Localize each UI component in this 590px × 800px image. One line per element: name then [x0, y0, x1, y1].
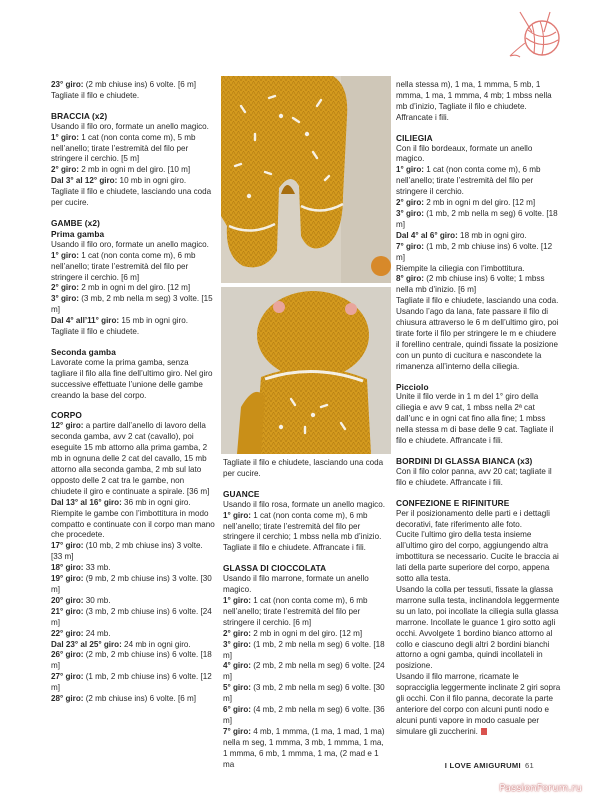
round-label: 20° giro: — [51, 595, 84, 605]
instruction-text: (9 mb, 2 mb chiuse ins) 3 volte. [30 m] — [51, 574, 212, 594]
round-label: 17° giro: — [51, 541, 84, 551]
instruction-text: (10 mb, 2 mb chiuse ins) 3 volte. [33 m] — [51, 541, 203, 562]
amigurumi-legs-photo — [221, 76, 391, 283]
instruction-text: Usando il filo marrone, formate un anello magico. — [223, 574, 369, 595]
instruction-text: 2 mb in ogni m del giro. [12 m] — [250, 628, 363, 638]
instruction-text: (2 mb, 2 mb chiuse ins) 6 volte. [18 m] — [51, 650, 212, 671]
instruction-text: 2 mb in ogni m del giro. [12 m] — [423, 198, 536, 208]
instruction-text: 2 mb in ogni m del giro. [12 m] — [78, 283, 191, 293]
round-label: 7° giro: — [223, 726, 251, 736]
magazine-name: I LOVE AMIGURUMI — [444, 761, 521, 770]
instruction-text: (2 mb chiuse ins) 6 volte; 1 mbss nella mb d’inizio. [6 m] — [396, 274, 545, 295]
paragraph-gap — [396, 489, 561, 498]
article-end-mark-icon — [481, 728, 487, 735]
instruction-paragraph — [223, 727, 388, 771]
watermark: PassionForum.ru — [499, 783, 582, 794]
instruction-text: (2 mb chiuse ins) 6 volte. [6 m] — [83, 80, 196, 89]
instruction-paragraph — [396, 242, 561, 264]
round-label: 2° giro: — [223, 628, 251, 638]
instruction-paragraph — [51, 672, 216, 694]
instruction-text: Usando il filo rosa, formate un anello magico. — [223, 499, 385, 509]
instruction-text: (1 mb, 2 mb nella m seg) 6 volte. [18 m] — [223, 639, 385, 660]
instruction-paragraph — [396, 264, 561, 275]
section-heading: GAMBE (x2) — [51, 217, 100, 228]
instruction-text: Usando il filo oro, formate un anello magico. — [51, 239, 209, 249]
round-label: 3° giro: — [51, 294, 79, 304]
yarn-ball-logo-icon — [506, 10, 564, 62]
amigurumi-head-photo — [221, 287, 391, 454]
instruction-text: (3 mb, 2 mb nella m seg) 6 volte. [30 m] — [223, 683, 385, 704]
paragraph-gap — [51, 209, 216, 218]
round-label: 7° giro: — [396, 241, 424, 251]
instruction-paragraph — [51, 358, 216, 402]
instruction-paragraph — [396, 392, 561, 447]
instruction-text: (1 mb, 2 mb chiuse ins) 6 volte. [12 m] — [396, 241, 553, 262]
page-number: 61 — [524, 761, 534, 770]
instruction-text: 30 mb. — [83, 595, 111, 605]
paragraph-gap — [51, 338, 216, 347]
instruction-text: (1 mb, 2 mb nella m seg) 6 volte. [18 m] — [396, 208, 558, 229]
instruction-paragraph — [51, 80, 216, 91]
instruction-paragraph — [396, 165, 561, 198]
instruction-paragraph — [51, 607, 216, 629]
instruction-paragraph — [396, 80, 561, 124]
instruction-paragraph — [51, 541, 216, 563]
instruction-text: 10 mb in ogni giro. — [117, 176, 187, 186]
round-label: 3° giro: — [396, 208, 424, 218]
section-heading: BORDINI DI GLASSA BIANCA (x3) — [396, 456, 533, 466]
round-label: 1° giro: — [396, 165, 424, 175]
instruction-paragraph — [396, 672, 561, 737]
instruction-paragraph — [396, 509, 561, 531]
round-label: 18° giro: — [51, 563, 84, 573]
instruction-paragraph — [396, 274, 561, 296]
instruction-paragraph — [396, 530, 561, 585]
instruction-text: (2 mb, 2 mb nella m seg) 6 volte. [24 m] — [223, 661, 385, 682]
instruction-paragraph — [51, 240, 216, 251]
section-heading: CILIEGIA — [396, 132, 433, 143]
instruction-text: Cucite l’ultimo giro della testa insieme all’ultimo giro del corpo, aggiungendo altra imbottitura se necessario. Cucite le braccia ai lati della parte superiore del corpo, appena sotto alla testa. — [396, 530, 559, 584]
instruction-text: Con il filo color panna, avv 20 cat; tagliate il filo e chiudete. Affrancate i fili. — [396, 466, 552, 487]
round-label: 22° giro: — [51, 628, 84, 638]
instruction-paragraph — [51, 294, 216, 316]
instruction-text: Per il posizionamento delle parti e i dettagli decorativi, fate riferimento alle foto. — [396, 508, 550, 529]
round-label: 21° giro: — [51, 606, 84, 616]
round-label: 12° giro: — [51, 421, 84, 431]
round-label: 8° giro: — [396, 274, 424, 284]
instruction-paragraph — [223, 661, 388, 683]
instruction-paragraph — [223, 683, 388, 705]
section-heading: CONFEZIONE E RIFINITURE — [396, 497, 510, 508]
instruction-paragraph — [223, 511, 388, 555]
instruction-paragraph — [223, 705, 388, 727]
instruction-paragraph — [51, 629, 216, 640]
instruction-paragraph — [51, 122, 216, 133]
instruction-text: Usando il filo oro, formate un anello magico. — [51, 121, 209, 131]
instruction-paragraph — [51, 327, 216, 338]
instruction-text: 33 mb. — [83, 563, 111, 573]
instructions-column-1 — [51, 80, 216, 705]
round-label: Dal 3° al 12° giro: — [51, 176, 118, 186]
instruction-paragraph — [223, 458, 388, 480]
instruction-paragraph — [51, 574, 216, 596]
section-heading: BRACCIA (x2) — [51, 110, 108, 121]
instruction-paragraph — [396, 144, 561, 166]
instruction-paragraph — [51, 176, 216, 187]
instruction-text: 1 cat (non conta come m), 5 mb nell’anello; tirate l’estremità del filo per stringere il cerchio. [5 m] — [51, 132, 196, 164]
instruction-paragraph — [51, 133, 216, 166]
section-heading: GUANCE — [223, 488, 260, 499]
round-label: 1° giro: — [223, 595, 251, 605]
instruction-text: Riempite la ciliegia con l’imbottitura. — [396, 263, 525, 273]
instruction-paragraph — [51, 596, 216, 607]
instruction-paragraph — [396, 467, 561, 489]
instruction-paragraph — [396, 231, 561, 242]
instruction-paragraph — [223, 596, 388, 629]
round-label: 2° giro: — [51, 283, 79, 293]
round-label: 3° giro: — [223, 639, 251, 649]
round-label: 5° giro: — [223, 683, 251, 693]
instruction-paragraph — [51, 650, 216, 672]
instruction-paragraph — [51, 187, 216, 209]
page-footer — [445, 761, 534, 770]
instruction-text: (3 mb, 2 mb chiuse ins) 6 volte. [24 m] — [51, 606, 212, 627]
round-label: 23° giro: — [51, 80, 84, 89]
round-label: 4° giro: — [223, 661, 251, 671]
instruction-paragraph — [223, 640, 388, 662]
paragraph-gap — [223, 554, 388, 563]
instruction-paragraph — [51, 563, 216, 574]
instruction-text: Tagliate il filo e chiudete, lasciando una coda per cucire. — [51, 187, 212, 208]
instruction-text: (3 mb, 2 mb nella m seg) 3 volte. [15 m] — [51, 294, 213, 315]
round-label: 28° giro: — [51, 694, 84, 704]
paragraph-gap — [396, 124, 561, 133]
round-label: 2° giro: — [396, 198, 424, 208]
instruction-paragraph — [396, 198, 561, 209]
instruction-paragraph — [223, 574, 388, 596]
instruction-paragraph — [51, 91, 216, 102]
instruction-paragraph — [223, 629, 388, 640]
instruction-text: Tagliate il filo e chiudete. — [51, 327, 140, 337]
instruction-text: Usando il filo marrone, ricamate le sopracciglia leggermente inclinate 2 giri sopra gli occhi. Con il filo panna, decorate la parte anteriore del corpo con alcuni punti nodo e alcuni punti vapore in modo casuale per simulare gli zuccherini. — [396, 672, 561, 736]
instruction-text: (4 mb, 2 mb nella m seg) 6 volte. [36 m] — [223, 705, 385, 725]
round-label: Dal 4° all’11° giro: — [51, 316, 120, 326]
instruction-paragraph — [223, 500, 388, 511]
instruction-text: 36 mb in ogni giro. — [121, 497, 191, 507]
round-label: Dal 23° al 25° giro: — [51, 639, 122, 649]
instruction-text: 1 cat (non conta come m), 6 mb nell’anello; tirate l’estremità del filo per stringere il cerchio. [6 m] — [51, 250, 196, 282]
instruction-paragraph — [396, 209, 561, 231]
instruction-paragraph — [51, 251, 216, 284]
round-label: 1° giro: — [223, 510, 251, 520]
instruction-text: (2 mb chiuse ins) 6 volte. [6 m] — [83, 694, 196, 704]
instruction-text: Unite il filo verde in 1 m del 1° giro della ciliegia e avv 9 cat, 1 mbss nella 2ª cat dall’unc e in ogni cat fino alla fine; 1 mbss nella stessa m di base delle 9 cat. Tagliate il filo e chiudete. Affrancate i fili. — [396, 392, 554, 446]
paragraph-gap — [51, 401, 216, 410]
instruction-text: Tagliate il filo e chiudete. — [51, 90, 140, 100]
instruction-paragraph — [51, 509, 216, 542]
paragraph-gap — [51, 102, 216, 111]
instruction-paragraph — [51, 421, 216, 497]
instruction-text: 15 mb in ogni giro. — [119, 316, 188, 326]
section-heading: Seconda gamba — [51, 346, 116, 357]
round-label: Dal 4° al 6° giro: — [396, 230, 458, 240]
instruction-text: Tagliate il filo e chiudete, lasciando una coda per cucire. — [223, 458, 384, 478]
instruction-text: 4 mb, 1 mmma, (1 ma, 1 mad, 1 ma) nella m seg, 1 mmma, 3 mb, 1 mmma, 1 ma, 1 mmma, 6 mb, 1 mmma, 1 ma, (2 mad e 1 ma — [223, 726, 385, 769]
round-label: 26° giro: — [51, 650, 84, 660]
instruction-text: Lavorate come la prima gamba, senza tagliare il filo alla fine dell’ultimo giro. Nel giro successive effettuate l’unione delle gambe creando la base del corpo. — [51, 357, 213, 400]
section-heading: GLASSA DI CIOCCOLATA — [223, 563, 327, 574]
instruction-text: 1 cat (non conta come m), 6 mb nell’anello; tirate l’estremità del filo per stringere il cerchio. — [396, 165, 541, 197]
instruction-paragraph — [51, 640, 216, 651]
instruction-paragraph — [51, 498, 216, 509]
instruction-text: (1 mb, 2 mb chiuse ins) 6 volte. [12 m] — [51, 672, 212, 693]
instruction-text: Tagliate il filo e chiudete, lasciando una coda. Usando l’ago da lana, fate passare il filo di chiusura attraverso le 6 m dell’ultimo giro, poi tirate forte il filo per stringere le m e chiudere il forellino centrale, quindi fissate la posizione con un punto di cucitura e nascondete la rimanenza all’interno della ciliegia. — [396, 296, 559, 371]
instruction-text: 24 mb. — [83, 628, 111, 638]
paragraph-gap — [223, 480, 388, 489]
instruction-text: 18 mb in ogni giro. — [457, 230, 527, 240]
round-label: 19° giro: — [51, 574, 84, 584]
round-label: 27° giro: — [51, 672, 84, 682]
paragraph-gap — [396, 447, 561, 456]
instruction-paragraph — [396, 585, 561, 672]
instruction-paragraph — [396, 296, 561, 372]
instruction-paragraph — [51, 283, 216, 294]
section-heading: Picciolo — [396, 381, 429, 392]
instruction-text: Usando la colla per tessuti, fissate la glassa marrone sulla testa, inclinandola leggermente su un lato, poi incollate la ciliegia sulla glassa marrone. Incollate le guance 1 giro sotto agli occhi. Avvolgete 1 bordino bianco attorno al collo e ciascuno degli altri 2 bordini bianchi attorno a ogni gamba, quindi incollateli in posizione. — [396, 584, 560, 671]
paragraph-gap — [396, 373, 561, 382]
instruction-text: 2 mb in ogni m del giro. [10 m] — [78, 165, 191, 175]
round-label: 1° giro: — [51, 132, 79, 142]
instruction-text: a partire dall’anello di lavoro della seconda gamba, avv 2 cat (cavallo), poi eseguite 15 mb attorno alla prima gamba, 2 mb in ognuna delle 2 cat del cavallo, 15 mb attorno alla seconda gamba, 2 mb sul lato opposto delle 2 cat tra le gambe, non chiudete il giro e continuate a spirale. [36 m] — [51, 421, 210, 496]
round-label: 6° giro: — [223, 705, 251, 715]
instruction-paragraph — [51, 694, 216, 705]
instruction-paragraph — [51, 165, 216, 176]
instruction-text: nella stessa m), 1 ma, 1 mmma, 5 mb, 1 mmma, 1 ma, 1 mmma, 4 mb; 1 mbss nella mb d’inizio, Tagliate il filo e chiudete. Affrancate i fili. — [396, 80, 552, 122]
instruction-text: Con il filo bordeaux, formate un anello magico. — [396, 143, 533, 164]
instruction-text: Riempite le gambe con l’imbottitura in modo compatto e continuate con il corpo man mano che procedete. — [51, 508, 215, 540]
section-heading: CORPO — [51, 410, 82, 421]
round-label: 1° giro: — [51, 250, 79, 260]
instructions-column-3 — [396, 80, 561, 738]
instruction-text: 1 cat (non conta come m), 6 mb nell’anello; tirate l’estremità del filo per stringere il cerchio. [6 m] — [223, 595, 368, 627]
instruction-text: 24 mb in ogni giro. — [121, 639, 191, 649]
section-heading: Prima gamba — [51, 228, 105, 239]
round-label: 2° giro: — [51, 165, 79, 175]
instructions-column-2 — [223, 458, 388, 770]
round-label: Dal 13° al 16° giro: — [51, 497, 122, 507]
instruction-text: 1 cat (non conta come m), 6 mb nell’anello; tirate l’estremità del filo per stringere il cerchio; 1 mbss nella mb d’inizio. Tagliate il filo e chiudete. Affrancate i fili. — [223, 510, 382, 553]
instruction-paragraph — [51, 316, 216, 327]
